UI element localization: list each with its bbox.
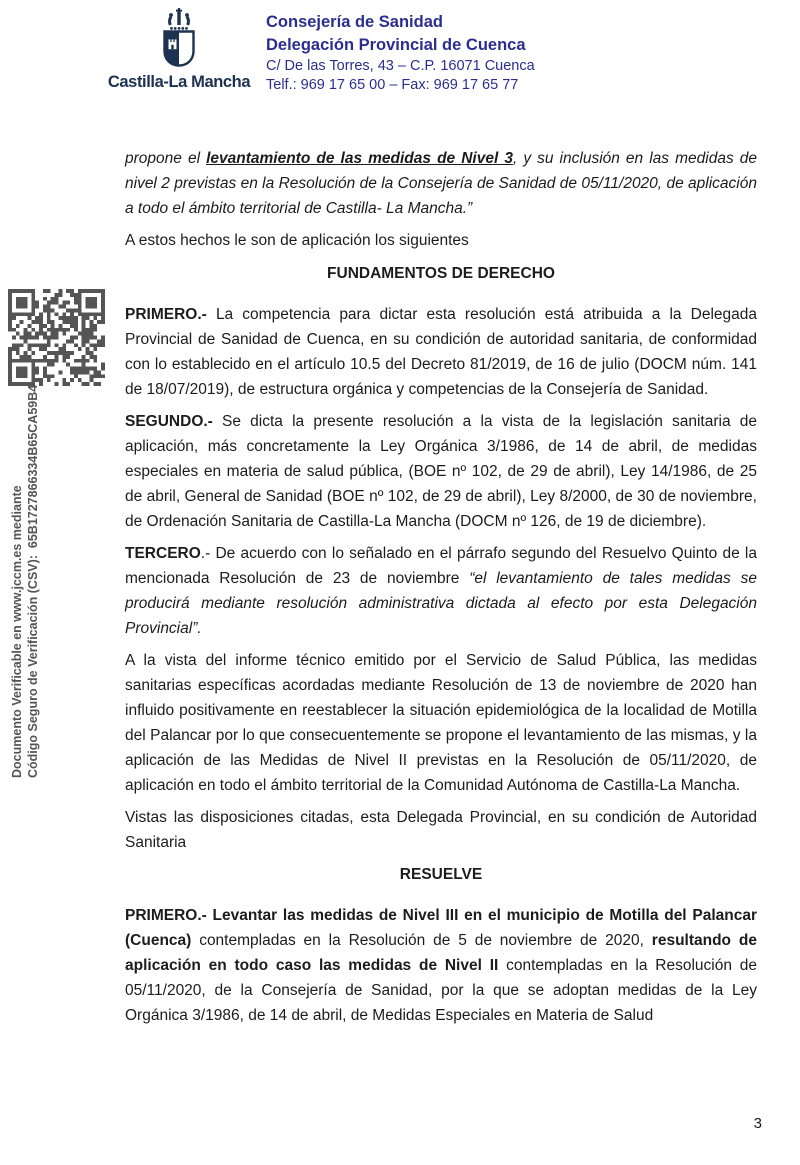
header-department: Consejería de Sanidad	[266, 13, 443, 31]
verification-line-1: Documento Verificable en www.jccm.es mediante	[10, 485, 24, 778]
document-body	[125, 146, 757, 1035]
header-office: Delegación Provincial de Cuenca	[266, 36, 526, 54]
paragraph-quoted-proposal	[125, 146, 757, 221]
header-phone-fax: Telf.: 969 17 65 00 – Fax: 969 17 65 77	[266, 77, 519, 93]
segundo-label: SEGUNDO.-	[125, 413, 213, 430]
header-address: C/ De las Torres, 43 – C.P. 16071 Cuenca	[266, 58, 535, 74]
document-header	[108, 8, 535, 95]
verification-line-2: Código Seguro de Verificación (CSV): 65B1727866334B65CA59B4	[26, 384, 40, 778]
quote-pre: propone el	[125, 150, 207, 167]
tercero-text: .- De acuerdo con lo señalado en el párrafo segundo del Resuelvo Quinto de la mencionada Resolución de 23 de noviembre	[125, 545, 757, 587]
logo-caption: Castilla-La Mancha	[107, 73, 251, 91]
coat-of-arms-icon	[162, 8, 196, 70]
resuelve-bold-2: resultando de aplicación en todo caso las medidas de Nivel II	[125, 932, 757, 974]
header-text-block	[266, 8, 535, 95]
primero-text: La competencia para dictar esta resolución está atribuida a la Delegada Provincial de Sanidad de Cuenca, en su condición de autoridad sanitaria, de conformidad con lo establecido en el artículo 10.5 del Decreto 81/2019, de 16 de julio (DOCM núm. 141 de 18/07/2019), de estructura orgánica y competencias de la Consejería de Sanidad.	[125, 306, 757, 398]
tercero-label: TERCERO	[125, 545, 201, 562]
heading-resuelve: RESUELVE	[399, 866, 483, 883]
resuelve-text-1: contempladas en la Resolución de 5 de noviembre de 2020,	[191, 932, 652, 949]
paragraph-primero	[125, 302, 757, 402]
segundo-text: Se dicta la presente resolución a la vista de la legislación sanitaria de aplicación, más concretamente la Ley Orgánica 3/1986, de 14 de abril, de medidas especiales en materia de salud pública, (BOE nº 102, de 29 de abril), Ley 14/1986, de 25 de abril, General de Sanidad (BOE nº 102, de 29 de abril), Ley 8/2000, de 30 de noviembre, de Ordenación Sanitaria de Castilla-La Mancha (DOCM nº 126, de 19 de diciembre).	[125, 413, 757, 530]
paragraph-informe: A la vista del informe técnico emitido por el Servicio de Salud Pública, las medidas sanitarias específicas acordadas mediante Resolución de 13 de noviembre de 2020 han influido positivamente en reestablecer la situación epidemiológica de la localidad de Motilla del Palancar por lo que consecuentemente se propone el levantamiento de las mismas, y la aplicación de las Medidas de Nivel II previstas en la Resolución de 05/11/2020, de aplicación en todo el ámbito territorial de la Comunidad Autónoma de Castilla-La Mancha.	[125, 652, 757, 794]
castilla-la-mancha-logo	[108, 8, 250, 92]
paragraph-vistas: Vistas las disposiciones citadas, esta Delegada Provincial, en su condición de Autoridad Sanitaria	[125, 809, 757, 851]
tercero-quote: “el levantamiento de tales medidas se producirá mediante resolución administrativa dictada al efecto por esta Delegación Provincial”.	[125, 570, 757, 637]
quote-emphasis: levantamiento de las medidas de Nivel 3	[206, 150, 513, 167]
quote-post: , y su inclusión en las medidas de nivel 2 previstas en la Resolución de la Consejería de Sanidad de 05/11/2020, de aplicación a todo el ámbito territorial de Castilla- La Mancha.”	[125, 150, 757, 217]
primero-label: PRIMERO.-	[125, 306, 207, 323]
paragraph-segundo	[125, 409, 757, 534]
resuelve-text-2: contempladas en la Resolución de 05/11/2020, de la Consejería de Sanidad, por la que se adoptan medidas de la Ley Orgánica 3/1986, de 14 de abril, de Medidas Especiales en Materia de Salud	[125, 957, 758, 1024]
resuelve-bold-1: PRIMERO.- Levantar las medidas de Nivel III en el municipio de Motilla del Palancar (Cuenca)	[125, 907, 757, 949]
paragraph-tercero	[125, 541, 757, 641]
verification-text	[9, 358, 41, 778]
paragraph-resuelve-primero	[125, 903, 757, 1028]
heading-fundamentos: FUNDAMENTOS DE DERECHO	[327, 265, 555, 282]
page-number: 3	[753, 1115, 762, 1132]
paragraph-intro: A estos hechos le son de aplicación los siguientes	[125, 232, 469, 249]
